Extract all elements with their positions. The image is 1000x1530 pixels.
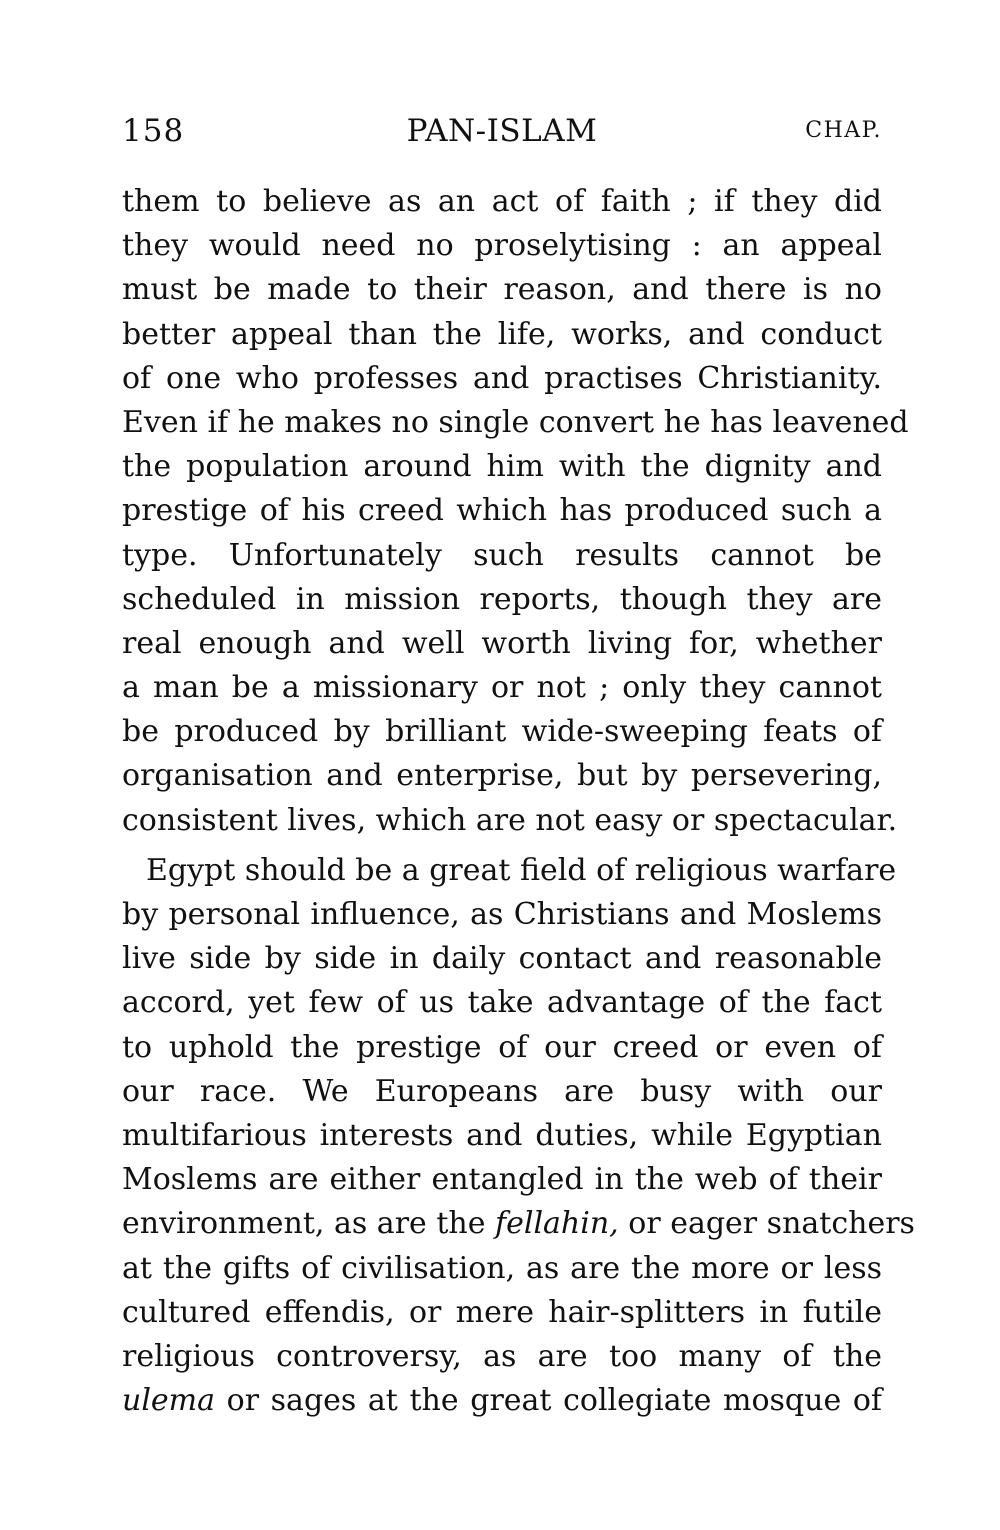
text-line: multifarious interests and duties, while Egyptian	[122, 1117, 882, 1153]
italic-term-fellahin: fellahin,	[495, 1206, 619, 1242]
text-line: consistent lives, which are not easy or spectacular.	[122, 802, 898, 838]
text-segment: environment, as are the	[122, 1206, 495, 1242]
text-line: better appeal than the life, works, and conduct	[122, 316, 882, 352]
text-line: Egypt should be a great field of religious warfare	[146, 852, 897, 888]
text-line: must be made to their reason, and there is no	[122, 272, 882, 308]
italic-term-ulema: ulema	[122, 1383, 216, 1419]
text-line: real enough and well worth living for, whether	[122, 625, 882, 661]
text-line: a man be a missionary or not ; only they cannot	[122, 670, 882, 706]
text-line	[122, 1379, 882, 1423]
text-segment: or eager snatchers	[618, 1206, 915, 1242]
text-line: accord, yet few of us take advantage of the fact	[122, 985, 882, 1021]
running-head	[122, 113, 882, 153]
text-line: Moslems are either entangled in the web of their	[122, 1162, 882, 1198]
text-line: them to believe as an act of faith ; if they did	[122, 184, 882, 219]
body-text	[122, 180, 915, 1423]
page-number: 158	[122, 113, 185, 149]
text-line: the population around him with the dignity and	[122, 449, 882, 485]
text-segment: or sages at the great collegiate mosque of	[215, 1383, 882, 1419]
text-line: Even if he makes no single convert he has leavened	[122, 404, 909, 440]
text-line: by personal influence, as Christians and Moslems	[122, 897, 882, 932]
book-title: PAN-ISLAM	[406, 113, 598, 149]
text-line: live side by side in daily contact and reasonable	[122, 941, 882, 977]
text-line	[122, 1202, 915, 1246]
text-line: to uphold the prestige of our creed or even of	[122, 1029, 882, 1065]
text-line: of one who professes and practises Christianity.	[122, 360, 882, 396]
text-line: organisation and enterprise, but by persevering,	[122, 758, 882, 794]
text-line: they would need no proselytising : an appeal	[122, 228, 882, 264]
text-line: cultured effendis, or mere hair-splitters in futile	[122, 1294, 882, 1330]
text-line: religious controversy, as are too many of the	[122, 1338, 882, 1374]
text-line: scheduled in mission reports, though they are	[122, 581, 882, 617]
text-line: our race. We Europeans are busy with our	[122, 1073, 882, 1109]
text-line: at the gifts of civilisation, as are the more or less	[122, 1250, 882, 1286]
paragraph-2	[122, 849, 915, 1423]
text-line: be produced by brilliant wide-sweeping feats of	[122, 714, 882, 750]
paragraph-1	[122, 180, 909, 843]
text-line: type. Unfortunately such results cannot be	[122, 537, 882, 573]
text-line: prestige of his creed which has produced such a	[122, 493, 882, 529]
chapter-label: CHAP.	[805, 118, 882, 143]
